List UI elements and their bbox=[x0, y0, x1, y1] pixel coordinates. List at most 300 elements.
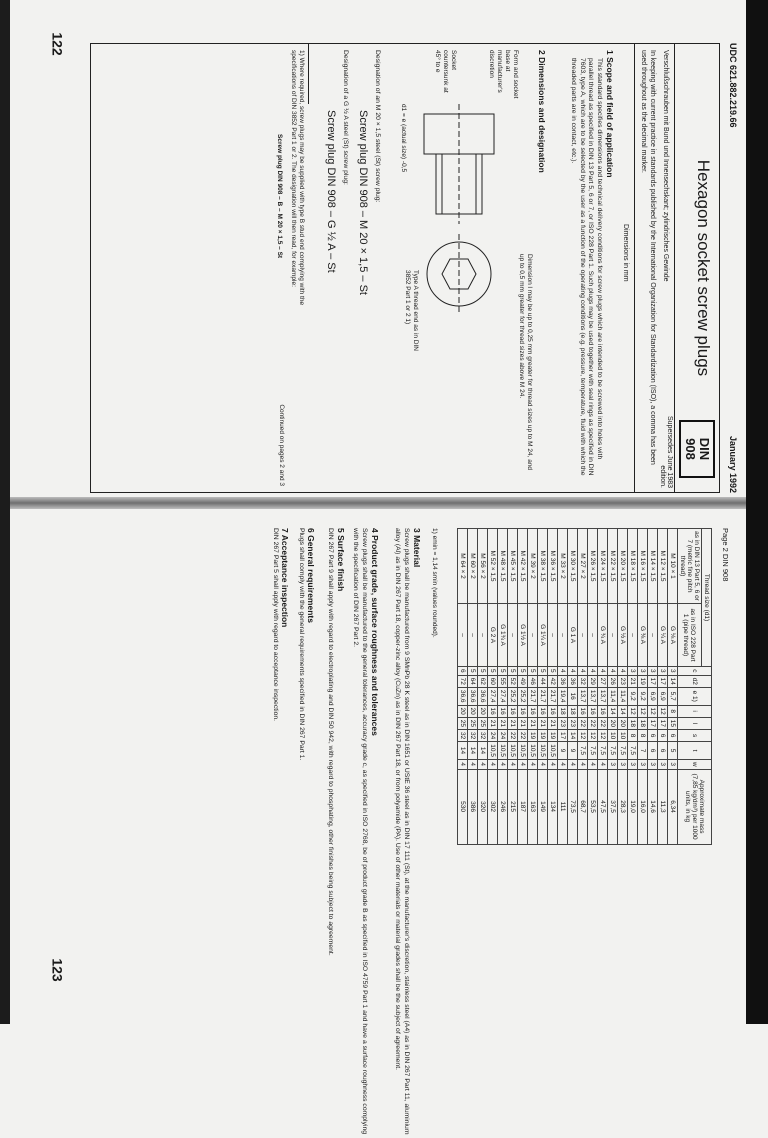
table-row bbox=[558, 529, 568, 845]
table-cell: 36,6 bbox=[458, 687, 468, 705]
table-cell: 22 bbox=[508, 729, 518, 741]
table-cell: 4 bbox=[458, 759, 468, 769]
table-cell: 22 bbox=[578, 717, 588, 729]
table-cell: 3 bbox=[648, 667, 658, 676]
table-cell: 5 bbox=[548, 667, 558, 676]
table-cell: 21 bbox=[518, 717, 528, 729]
table-cell: 32 bbox=[468, 729, 478, 741]
table-cell: 6,9 bbox=[648, 687, 658, 705]
col-w: w bbox=[678, 759, 712, 769]
table-cell: M 60 × 2 bbox=[468, 529, 478, 604]
section-3-text: Screw plugs shall be manufactured from 9 SMnPb 28 K steel as in DIN 1651 or UStE 36 steel as in DIN 17 111 (St), at the manufacturer's discretion, stainless steel (A4) as in DIN 267 Part 11, aluminium alloy (Al) as in DIN 267 Part 18, copper-zinc alloy (CuZn) as in DIN 267 Part 18, or from polyamide (PA). Use of other materials or material grades shall be the subject of agreement. bbox=[394, 528, 410, 1135]
section-5-text: DIN 267 Part 9 shall apply with regard to electroplating and DIN 50 942, with regard to phosphating, other finishes being subject to agreement. bbox=[327, 528, 334, 956]
table-cell: 25 bbox=[478, 717, 488, 729]
table-cell: 302 bbox=[488, 769, 498, 844]
table-cell: 47,5 bbox=[598, 769, 608, 844]
table-cell: 22 bbox=[518, 729, 528, 741]
table-cell: 4 bbox=[588, 667, 598, 676]
table-cell: 4 bbox=[528, 759, 538, 769]
table-cell: G 2 A bbox=[488, 604, 498, 667]
dimensions-table-body bbox=[458, 529, 678, 845]
german-title: Verschlußschrauben mit Bund und Innensechskant; zylindrisches Gewinde bbox=[662, 50, 669, 282]
socket-note: Socket countersunk at 45° to e bbox=[434, 50, 457, 93]
table-cell: 5 bbox=[508, 667, 518, 676]
table-cell: 215 bbox=[508, 769, 518, 844]
table-cell: M 30 × 1,5 bbox=[568, 529, 578, 604]
table-cell: 5 bbox=[488, 667, 498, 676]
table-row bbox=[628, 529, 638, 845]
table-cell: 3 bbox=[628, 759, 638, 769]
table-cell: 17 bbox=[648, 675, 658, 687]
table-cell: 62 bbox=[478, 675, 488, 687]
table-row bbox=[658, 529, 668, 845]
section-1-text: This standard specifies dimensions and technical delivery conditions for screw plugs which are intended to be screwed into holes with parallel thread as specified in DIN 13 Part 5, 6 or 7, or ISO 228 Part 1. Such plugs may be used together with seal rings as specified in DIN 7603, type A, which are to be selected by the user as a function of the operating conditions (e.g. pressure, temperature, fluid with which the threaded parts are in contact, etc.). bbox=[570, 58, 603, 476]
table-cell: 10,5 bbox=[528, 742, 538, 760]
table-cell: 44 bbox=[538, 675, 548, 687]
table-cell: 4 bbox=[468, 759, 478, 769]
table-cell: 23 bbox=[568, 717, 578, 729]
scan-edge-left bbox=[0, 0, 10, 1024]
table-cell: 20 bbox=[478, 705, 488, 717]
table-cell: 16 bbox=[538, 705, 548, 717]
table-footnote: 1) emin = 1,14 smin (values rounded). bbox=[431, 528, 438, 638]
table-cell: M 12 × 1,5 bbox=[658, 529, 668, 604]
table-cell: 22 bbox=[588, 717, 598, 729]
col-d2: d2 bbox=[678, 675, 712, 687]
table-cell: 7,5 bbox=[588, 742, 598, 760]
table-cell: 6 bbox=[648, 729, 658, 741]
table-cell: – bbox=[608, 604, 618, 667]
col-pipe-thread: as in ISO 228 Part 1 (pipe thread) bbox=[678, 604, 702, 667]
table-cell: 20 bbox=[468, 705, 478, 717]
table-cell: 5 bbox=[538, 667, 548, 676]
table-row bbox=[478, 529, 488, 845]
table-cell: 149 bbox=[538, 769, 548, 844]
table-cell: M 33 × 2 bbox=[558, 529, 568, 604]
section-7-text: DIN 267 Part 5 shall apply with regard to acceptance inspection. bbox=[272, 528, 279, 722]
table-cell: 4 bbox=[518, 759, 528, 769]
thread-end-note: Type A thread end as in DIN 3852 Part 1 or 2 1) bbox=[404, 270, 419, 351]
table-cell: 13,7 bbox=[578, 687, 588, 705]
designation-example-1: Screw plug DIN 908 – M 20 × 1,5 – St bbox=[357, 110, 369, 295]
table-cell: M 56 × 2 bbox=[478, 529, 488, 604]
table-cell: G ¼ A bbox=[658, 604, 668, 667]
table-cell: 6 bbox=[668, 729, 678, 741]
table-cell: – bbox=[508, 604, 518, 667]
table-cell: 14 bbox=[458, 742, 468, 760]
din-label: DIN bbox=[697, 437, 712, 461]
table-row bbox=[608, 529, 618, 845]
table-cell: 3 bbox=[668, 759, 678, 769]
table-cell: 4 bbox=[538, 759, 548, 769]
table-cell: 16 bbox=[598, 705, 608, 717]
table-cell: 36 bbox=[568, 675, 578, 687]
section-4-text: Screw plugs shall be manufactured to the general tolerances, accuracy grade c, as specified in ISO 2768, be of product grade B as specified in ISO 4759 Part 1 and have a surface roughness complying with the specification of DIN 267 Part 2. bbox=[352, 528, 368, 1135]
table-cell: G 1 A bbox=[568, 604, 578, 667]
tolerance-note: d1 = e (actual size) -0,5 bbox=[400, 104, 407, 173]
table-cell: 320 bbox=[478, 769, 488, 844]
table-cell: 18 bbox=[628, 717, 638, 729]
table-cell: 6 bbox=[458, 667, 468, 676]
table-cell: 14 bbox=[568, 729, 578, 741]
issue-date: January 1992 bbox=[728, 435, 738, 493]
table-cell: 18 bbox=[638, 717, 648, 729]
table-cell: 3 bbox=[658, 759, 668, 769]
table-cell: M 36 × 1,5 bbox=[548, 529, 558, 604]
table-cell: – bbox=[628, 604, 638, 667]
table-cell: 22 bbox=[598, 717, 608, 729]
page-2 bbox=[100, 528, 730, 1135]
table-cell: 21 bbox=[488, 717, 498, 729]
table-cell: 187 bbox=[518, 769, 528, 844]
table-cell: 10 bbox=[608, 729, 618, 741]
table-cell: 10,5 bbox=[508, 742, 518, 760]
table-cell: 46 bbox=[528, 675, 538, 687]
table-cell: 4 bbox=[568, 667, 578, 676]
table-cell: 29 bbox=[588, 675, 598, 687]
table-cell: 20 bbox=[458, 705, 468, 717]
col-metric-thread: as in DIN 13 Part 5, 6 or 7 (metric fine pitch thread) bbox=[678, 529, 702, 604]
table-cell: 10,5 bbox=[518, 742, 528, 760]
table-cell: M 52 × 1,5 bbox=[488, 529, 498, 604]
table-cell: M 48 × 1,5 bbox=[498, 529, 508, 604]
table-cell: 11,3 bbox=[658, 769, 668, 844]
table-cell: 21 bbox=[538, 717, 548, 729]
section-1-heading: 1 Scope and field of application bbox=[605, 50, 615, 178]
table-cell: 19 bbox=[638, 675, 648, 687]
decimal-marker-note: In keeping with current practice in standards published by the International Organization for Standardization (ISO), a comma has been used throughout as the decimal marker. bbox=[640, 50, 656, 465]
table-cell: 14 bbox=[668, 675, 678, 687]
col-t: t bbox=[678, 742, 712, 760]
table-cell: 9 bbox=[558, 742, 568, 760]
page-2-label: Page 2 DIN 908 bbox=[721, 528, 730, 582]
table-cell: M 16 × 1,5 bbox=[638, 529, 648, 604]
table-cell: 3 bbox=[648, 759, 658, 769]
table-cell: 12 bbox=[598, 729, 608, 741]
table-cell: M 27 × 2 bbox=[578, 529, 588, 604]
table-cell: 16 bbox=[508, 705, 518, 717]
table-cell: 4 bbox=[488, 759, 498, 769]
table-cell: M 38 × 1,5 bbox=[538, 529, 548, 604]
table-cell: 21 bbox=[508, 717, 518, 729]
table-cell: 15 bbox=[668, 717, 678, 729]
table-cell: – bbox=[558, 604, 568, 667]
table-cell: 5 bbox=[668, 742, 678, 760]
table-cell: 5,7 bbox=[668, 687, 678, 705]
table-cell: 16 bbox=[578, 705, 588, 717]
table-row bbox=[568, 529, 578, 845]
table-cell: 14,6 bbox=[648, 769, 658, 844]
table-cell: 9 bbox=[568, 742, 578, 760]
table-cell: M 64 × 2 bbox=[458, 529, 468, 604]
table-cell: 9,2 bbox=[638, 687, 648, 705]
table-row bbox=[498, 529, 508, 845]
table-cell: M 20 × 1,5 bbox=[618, 529, 628, 604]
table-header-row-1 bbox=[702, 529, 712, 845]
designation-text-1: Designation of an M 20 × 1,5 steel (St) screw plug: bbox=[374, 50, 381, 203]
table-cell: M 26 × 1,5 bbox=[588, 529, 598, 604]
table-cell: 14 bbox=[478, 742, 488, 760]
table-cell: 25,2 bbox=[518, 687, 528, 705]
table-row bbox=[668, 529, 678, 845]
header-divider bbox=[674, 44, 675, 492]
table-cell: 16,0 bbox=[638, 769, 648, 844]
section-5-heading: 5 Surface finish bbox=[336, 528, 346, 592]
table-cell: 4 bbox=[478, 759, 488, 769]
table-cell: 25 bbox=[458, 717, 468, 729]
intro-divider bbox=[634, 44, 635, 492]
table-cell: M 39 × 2 bbox=[528, 529, 538, 604]
table-cell: 20 bbox=[608, 717, 618, 729]
table-cell: 111 bbox=[558, 769, 568, 844]
designation-example-2: Screw plug DIN 908 – G ½ A – St bbox=[325, 110, 337, 273]
table-cell: 21,7 bbox=[548, 687, 558, 705]
table-cell: 52 bbox=[508, 675, 518, 687]
table-cell: 3 bbox=[608, 759, 618, 769]
table-cell: 4 bbox=[588, 759, 598, 769]
table-row bbox=[588, 529, 598, 845]
table-row bbox=[458, 529, 468, 845]
table-cell: 8 bbox=[628, 729, 638, 741]
table-cell: M 10 × 1 bbox=[668, 529, 678, 604]
table-cell: – bbox=[588, 604, 598, 667]
table-cell: 55 bbox=[498, 675, 508, 687]
table-cell: 8 bbox=[638, 729, 648, 741]
table-cell: 12 bbox=[628, 705, 638, 717]
table-cell: 17 bbox=[658, 675, 668, 687]
table-cell: 5 bbox=[478, 667, 488, 676]
table-cell: 27,4 bbox=[488, 687, 498, 705]
table-cell: 4 bbox=[578, 759, 588, 769]
table-cell: 32 bbox=[578, 675, 588, 687]
table-cell: – bbox=[528, 604, 538, 667]
table-cell: 10,5 bbox=[548, 742, 558, 760]
table-cell: 53,5 bbox=[588, 769, 598, 844]
table-cell: G 1¾ A bbox=[498, 604, 508, 667]
table-cell: 7,5 bbox=[578, 742, 588, 760]
table-cell: 24 bbox=[488, 729, 498, 741]
table-cell: 5 bbox=[518, 667, 528, 676]
table-cell: 530 bbox=[458, 769, 468, 844]
table-cell: 19,4 bbox=[558, 687, 568, 705]
table-cell: G ¾ A bbox=[598, 604, 608, 667]
table-cell: 16 bbox=[548, 705, 558, 717]
table-cell: M 42 × 1,5 bbox=[518, 529, 528, 604]
page-1 bbox=[90, 43, 738, 493]
table-cell: 72 bbox=[458, 675, 468, 687]
table-row bbox=[638, 529, 648, 845]
table-cell: 25 bbox=[468, 717, 478, 729]
table-cell: 64 bbox=[468, 675, 478, 687]
section-3-heading: 3 Material bbox=[412, 528, 422, 568]
table-cell: 36,6 bbox=[478, 687, 488, 705]
table-cell: 386 bbox=[468, 769, 478, 844]
table-cell: M 22 × 1,5 bbox=[608, 529, 618, 604]
table-cell: 27 bbox=[598, 675, 608, 687]
table-cell: – bbox=[648, 604, 658, 667]
section-4-heading: 4 Product grade, surface roughness and tolerances bbox=[370, 528, 380, 736]
table-cell: – bbox=[548, 604, 558, 667]
page-title: Hexagon socket screw plugs bbox=[694, 159, 713, 377]
table-cell: 18 bbox=[568, 705, 578, 717]
table-cell: 60 bbox=[488, 675, 498, 687]
table-cell: 6,34 bbox=[668, 769, 678, 844]
table-cell: 4 bbox=[568, 759, 578, 769]
table-cell: 5 bbox=[468, 667, 478, 676]
continued-note: Continued on pages 2 and 3 bbox=[278, 404, 285, 486]
table-cell: 12 bbox=[578, 729, 588, 741]
table-cell: 11,4 bbox=[608, 687, 618, 705]
table-cell: 10 bbox=[618, 729, 628, 741]
table-cell: 26 bbox=[608, 675, 618, 687]
table-cell: 4 bbox=[578, 667, 588, 676]
table-cell: 23 bbox=[558, 717, 568, 729]
dimensions-table bbox=[457, 528, 712, 845]
table-cell: 7,5 bbox=[598, 742, 608, 760]
table-cell: 21,7 bbox=[528, 687, 538, 705]
table-cell: 16 bbox=[498, 705, 508, 717]
table-cell: M 14 × 1,5 bbox=[648, 529, 658, 604]
table-cell: 28,3 bbox=[618, 769, 628, 844]
table-cell: 6,9 bbox=[658, 687, 668, 705]
din-badge bbox=[679, 420, 715, 478]
table-cell: 16 bbox=[588, 705, 598, 717]
table-row bbox=[508, 529, 518, 845]
page-number-right: 123 bbox=[49, 958, 66, 982]
table-cell: – bbox=[578, 604, 588, 667]
table-cell: 12 bbox=[648, 705, 658, 717]
table-cell: 5 bbox=[528, 667, 538, 676]
table-cell: 3 bbox=[638, 667, 648, 676]
table-cell: 21,7 bbox=[538, 687, 548, 705]
book-gutter bbox=[10, 497, 746, 509]
table-cell: 21 bbox=[498, 717, 508, 729]
table-cell: 16 bbox=[528, 705, 538, 717]
supersedes-note: Supersedes June 1983 edition. bbox=[659, 416, 673, 488]
screw-plug-drawing bbox=[414, 94, 514, 314]
section-6-heading: 6 General requirements bbox=[306, 528, 316, 623]
table-cell: 13,7 bbox=[588, 687, 598, 705]
table-cell: 73,5 bbox=[568, 769, 578, 844]
table-cell: 9,2 bbox=[628, 687, 638, 705]
table-cell: 21 bbox=[628, 675, 638, 687]
table-cell: 24 bbox=[498, 729, 508, 741]
table-cell: 49 bbox=[518, 675, 528, 687]
col-i: i bbox=[678, 705, 712, 717]
table-cell: 42 bbox=[548, 675, 558, 687]
table-cell: G ½ A bbox=[618, 604, 628, 667]
table-cell: 7 bbox=[638, 742, 648, 760]
dimension-l-note: Dimension l may be up to 0,25 mm greater for thread sizes up to M 24, and up to 0,5 mm greater for thread sizes above M 24. bbox=[518, 254, 533, 471]
table-cell: M 45 × 1,5 bbox=[508, 529, 518, 604]
table-cell: 19 bbox=[548, 729, 558, 741]
table-cell: 7,5 bbox=[628, 742, 638, 760]
table-row bbox=[468, 529, 478, 845]
table-cell: 5 bbox=[498, 667, 508, 676]
table-row bbox=[648, 529, 658, 845]
table-cell: G 1½ A bbox=[518, 604, 528, 667]
table-cell: 16 bbox=[518, 705, 528, 717]
table-cell: 4 bbox=[608, 667, 618, 676]
table-cell: 32 bbox=[478, 729, 488, 741]
col-s: s bbox=[678, 729, 712, 741]
table-cell: 6 bbox=[658, 729, 668, 741]
table-cell: 19 bbox=[528, 729, 538, 741]
table-cell: 4 bbox=[558, 667, 568, 676]
table-cell: 4 bbox=[558, 759, 568, 769]
table-cell: 36 bbox=[558, 675, 568, 687]
table-cell: 4 bbox=[598, 759, 608, 769]
table-row bbox=[488, 529, 498, 845]
table-cell: 13,7 bbox=[598, 687, 608, 705]
table-cell: 25,2 bbox=[508, 687, 518, 705]
table-cell: G ⅛ A bbox=[668, 604, 678, 667]
table-cell: 3 bbox=[638, 759, 648, 769]
table-cell: 19,0 bbox=[628, 769, 638, 844]
table-row bbox=[528, 529, 538, 845]
table-cell: 16 bbox=[568, 687, 578, 705]
table-cell: – bbox=[478, 604, 488, 667]
table-cell: 18 bbox=[558, 705, 568, 717]
section-7-heading: 7 Acceptance inspection bbox=[280, 528, 290, 628]
table-cell: 163 bbox=[528, 769, 538, 844]
table-cell: 4 bbox=[598, 667, 608, 676]
udc-code: UDC 621.882.219.66 bbox=[728, 43, 738, 128]
table-cell: 21 bbox=[548, 717, 558, 729]
table-cell: – bbox=[468, 604, 478, 667]
table-cell: 7,5 bbox=[618, 742, 628, 760]
table-cell: 21 bbox=[528, 717, 538, 729]
table-cell: 16 bbox=[488, 705, 498, 717]
table-cell: 4 bbox=[548, 759, 558, 769]
table-cell: 11,4 bbox=[618, 687, 628, 705]
table-cell: 3 bbox=[658, 667, 668, 676]
table-cell: 19 bbox=[538, 729, 548, 741]
table-cell: 27,4 bbox=[498, 687, 508, 705]
table-cell: 8 bbox=[668, 705, 678, 717]
table-cell: G ⅜ A bbox=[638, 604, 648, 667]
table-cell: 246 bbox=[498, 769, 508, 844]
table-cell: 10,5 bbox=[538, 742, 548, 760]
table-cell: 32 bbox=[458, 729, 468, 741]
scan-edge-right bbox=[746, 0, 768, 1024]
table-cell: 14 bbox=[468, 742, 478, 760]
table-cell: 3 bbox=[618, 759, 628, 769]
table-cell: 68,7 bbox=[578, 769, 588, 844]
dimensions-in-mm: Dimensions in mm bbox=[622, 224, 629, 282]
table-cell: M 24 × 1,5 bbox=[598, 529, 608, 604]
table-cell: 36,6 bbox=[468, 687, 478, 705]
table-cell: 4 bbox=[498, 759, 508, 769]
table-cell: 134 bbox=[548, 769, 558, 844]
table-cell: 14 bbox=[618, 705, 628, 717]
footnote-text: 1) Where required, screw plugs may be supplied with type B stud end complying with the specifications of DIN 3852 Part 1 or 2. The designation will then read, for example: bbox=[290, 50, 305, 306]
page-number-left: 122 bbox=[49, 32, 66, 56]
col-mass: Approximate mass (7,85 kg/dm³) per 1000 units, in kg bbox=[678, 769, 712, 844]
section-2-heading: 2 Dimensions and designation bbox=[537, 50, 547, 173]
section-6-text: Plugs shall comply with the general requirements specified in DIN 267 Part 1. bbox=[298, 528, 305, 761]
designation-text-2: Designation of a G ½ A steel (St) screw plug: bbox=[342, 50, 349, 185]
table-cell: M 18 × 1,5 bbox=[628, 529, 638, 604]
table-cell: 3 bbox=[628, 667, 638, 676]
table-cell: – bbox=[458, 604, 468, 667]
table-cell: 6 bbox=[658, 742, 668, 760]
table-cell: 17 bbox=[648, 717, 658, 729]
table-row bbox=[518, 529, 528, 845]
table-cell: 4 bbox=[508, 759, 518, 769]
footnote-rule bbox=[308, 44, 309, 104]
table-cell: 10,5 bbox=[488, 742, 498, 760]
